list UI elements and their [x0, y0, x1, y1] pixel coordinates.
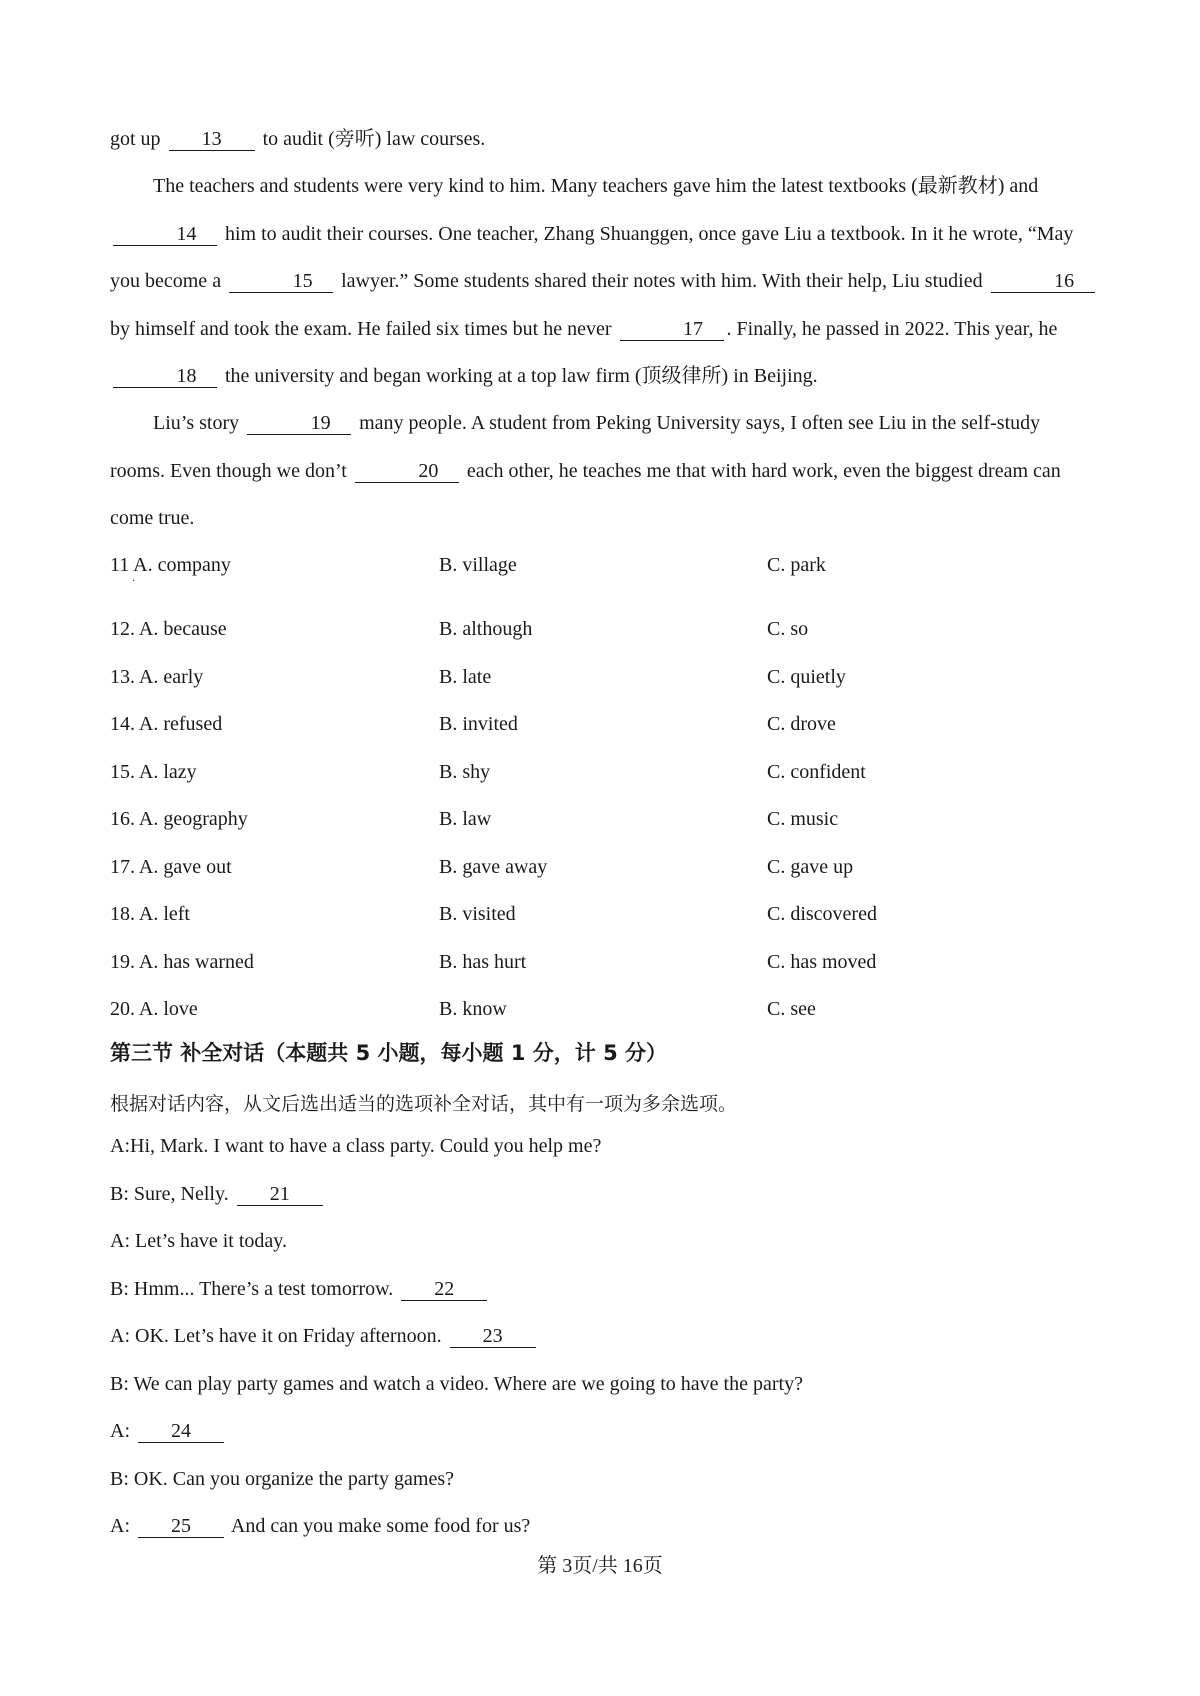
- passage-text: each other, he teaches me that with hard work, even the biggest dream can come true.: [110, 459, 1061, 529]
- passage-text: by himself and took the exam. He failed six times but he never: [110, 317, 612, 340]
- blank-21: 21: [237, 1183, 323, 1206]
- passage-text: many people. A student from Peking University says, I often see Liu in the self-study rooms. Even though we don’t: [110, 412, 1041, 482]
- option-c: C. has moved: [767, 950, 877, 973]
- blank-24: 24: [138, 1420, 224, 1443]
- blank-23: 23: [450, 1325, 536, 1348]
- dialog-text: A:: [110, 1515, 130, 1537]
- dialog-line: [110, 1416, 1100, 1464]
- option-a: 14. A. refused: [110, 713, 223, 735]
- passage-text: him to audit their courses. One teacher, Zhang Shuanggen, once gave Liu a textbook. In it he wrote, “May you become a: [110, 222, 1074, 292]
- dialog-line: B: OK. Can you organize the party games?: [110, 1467, 454, 1490]
- passage-paragraph-2: [110, 163, 1100, 401]
- passage-text: Liu’s story: [153, 412, 240, 434]
- option-b: B. invited: [439, 713, 518, 735]
- option-c: C. see: [767, 998, 816, 1020]
- option-c: C. so: [767, 618, 809, 640]
- dialog-line: A:Hi, Mark. I want to have a class party. Could you help me?: [110, 1135, 602, 1157]
- dialog-line: [110, 1179, 1100, 1227]
- option-row: [110, 614, 1100, 662]
- blank-16: 16: [991, 270, 1095, 293]
- option-row: [110, 662, 1100, 710]
- option-row: [110, 709, 1100, 757]
- option-b: B. gave away: [439, 855, 548, 878]
- option-a: 13. A. early: [110, 665, 204, 688]
- option-row: [110, 852, 1100, 900]
- passage-text: got up: [110, 128, 161, 150]
- dialog-line: [110, 1274, 1100, 1322]
- option-a: 11 A. company: [110, 554, 231, 576]
- option-a: 12. A. because: [110, 618, 227, 640]
- option-c: C. confident: [767, 760, 866, 783]
- option-a: 15. A. lazy: [110, 760, 197, 783]
- dialog-text: B: Sure, Nelly.: [110, 1182, 229, 1205]
- passage-paragraph-3: [110, 400, 1100, 543]
- option-b: B. although: [439, 618, 533, 640]
- passage-text: The teachers and students were very kind to him. Many teachers gave him the latest textbooks (最新教材) and: [153, 175, 1039, 197]
- dialog-text: A:: [110, 1420, 130, 1442]
- blank-18: 18: [113, 365, 217, 388]
- option-row: [110, 994, 1100, 1042]
- option-b: B. village: [439, 554, 517, 576]
- blank-14: 14: [113, 223, 217, 246]
- passage-text: the university and began working at a top law firm (顶级律所) in Beijing.: [225, 365, 818, 387]
- passage-text: . Finally, he passed in 2022. This year, he: [726, 317, 1058, 340]
- dialog-text: A: OK. Let’s have it on Friday afternoon.: [110, 1325, 442, 1347]
- blank-15: 15: [229, 270, 333, 293]
- dialog-text: B: Hmm... There’s a test tomorrow.: [110, 1277, 394, 1300]
- blank-13: 13: [169, 128, 255, 151]
- option-a: 18. A. left: [110, 903, 190, 925]
- section-instructions: 根据对话内容，从文后选出适当的选项补全对话，其中有一项为多余选项。: [110, 1093, 738, 1115]
- option-a: 16. A. geography: [110, 808, 248, 830]
- option-b: B. know: [439, 998, 507, 1020]
- dialog-text: And can you make some food for us?: [230, 1515, 531, 1537]
- option-c: C. drove: [767, 713, 836, 735]
- option-c: C. quietly: [767, 665, 846, 688]
- option-row: [110, 899, 1100, 947]
- option-c: C. gave up: [767, 855, 854, 878]
- option-row: [110, 804, 1100, 852]
- option-c: C. music: [767, 808, 839, 830]
- blank-19: 19: [247, 412, 351, 435]
- dialog-line: [110, 1321, 1100, 1369]
- passage-text: lawyer.” Some students shared their notes with him. With their help, Liu studied: [341, 270, 983, 292]
- passage-line-1: [110, 116, 1100, 164]
- dialog-line: B: We can play party games and watch a video. Where are we going to have the party?: [110, 1372, 803, 1395]
- option-b: B. late: [439, 665, 492, 688]
- option-row: [110, 947, 1100, 995]
- blank-25: 25: [138, 1515, 224, 1538]
- option-c: C. discovered: [767, 903, 877, 925]
- option-a: 19. A. has warned: [110, 950, 254, 973]
- option-b: B. visited: [439, 903, 516, 925]
- option-row: [110, 550, 1100, 614]
- option-b: B. law: [439, 808, 492, 830]
- option-c: C. park: [767, 554, 826, 576]
- blank-22: 22: [401, 1278, 487, 1301]
- option-b: B. shy: [439, 760, 491, 783]
- dialog: [110, 1131, 1100, 1559]
- option-b: B. has hurt: [439, 950, 527, 973]
- option-a: 17. A. gave out: [110, 855, 232, 878]
- dialog-line: A: Let’s have it today.: [110, 1230, 287, 1252]
- blank-17: 17: [620, 318, 724, 341]
- section-title: 第三节 补全对话（本题共 5 小题，每小题 1 分，计 5 分）: [110, 1041, 668, 1065]
- page-number: 第 3页/共 16页: [537, 1555, 663, 1577]
- passage-text: to audit (旁听) law courses.: [262, 128, 486, 150]
- option-row: [110, 757, 1100, 805]
- option-a: 20. A. love: [110, 998, 198, 1020]
- blank-20: 20: [355, 460, 459, 483]
- dot-mark: ·: [132, 576, 136, 587]
- answer-options: [110, 550, 1100, 1042]
